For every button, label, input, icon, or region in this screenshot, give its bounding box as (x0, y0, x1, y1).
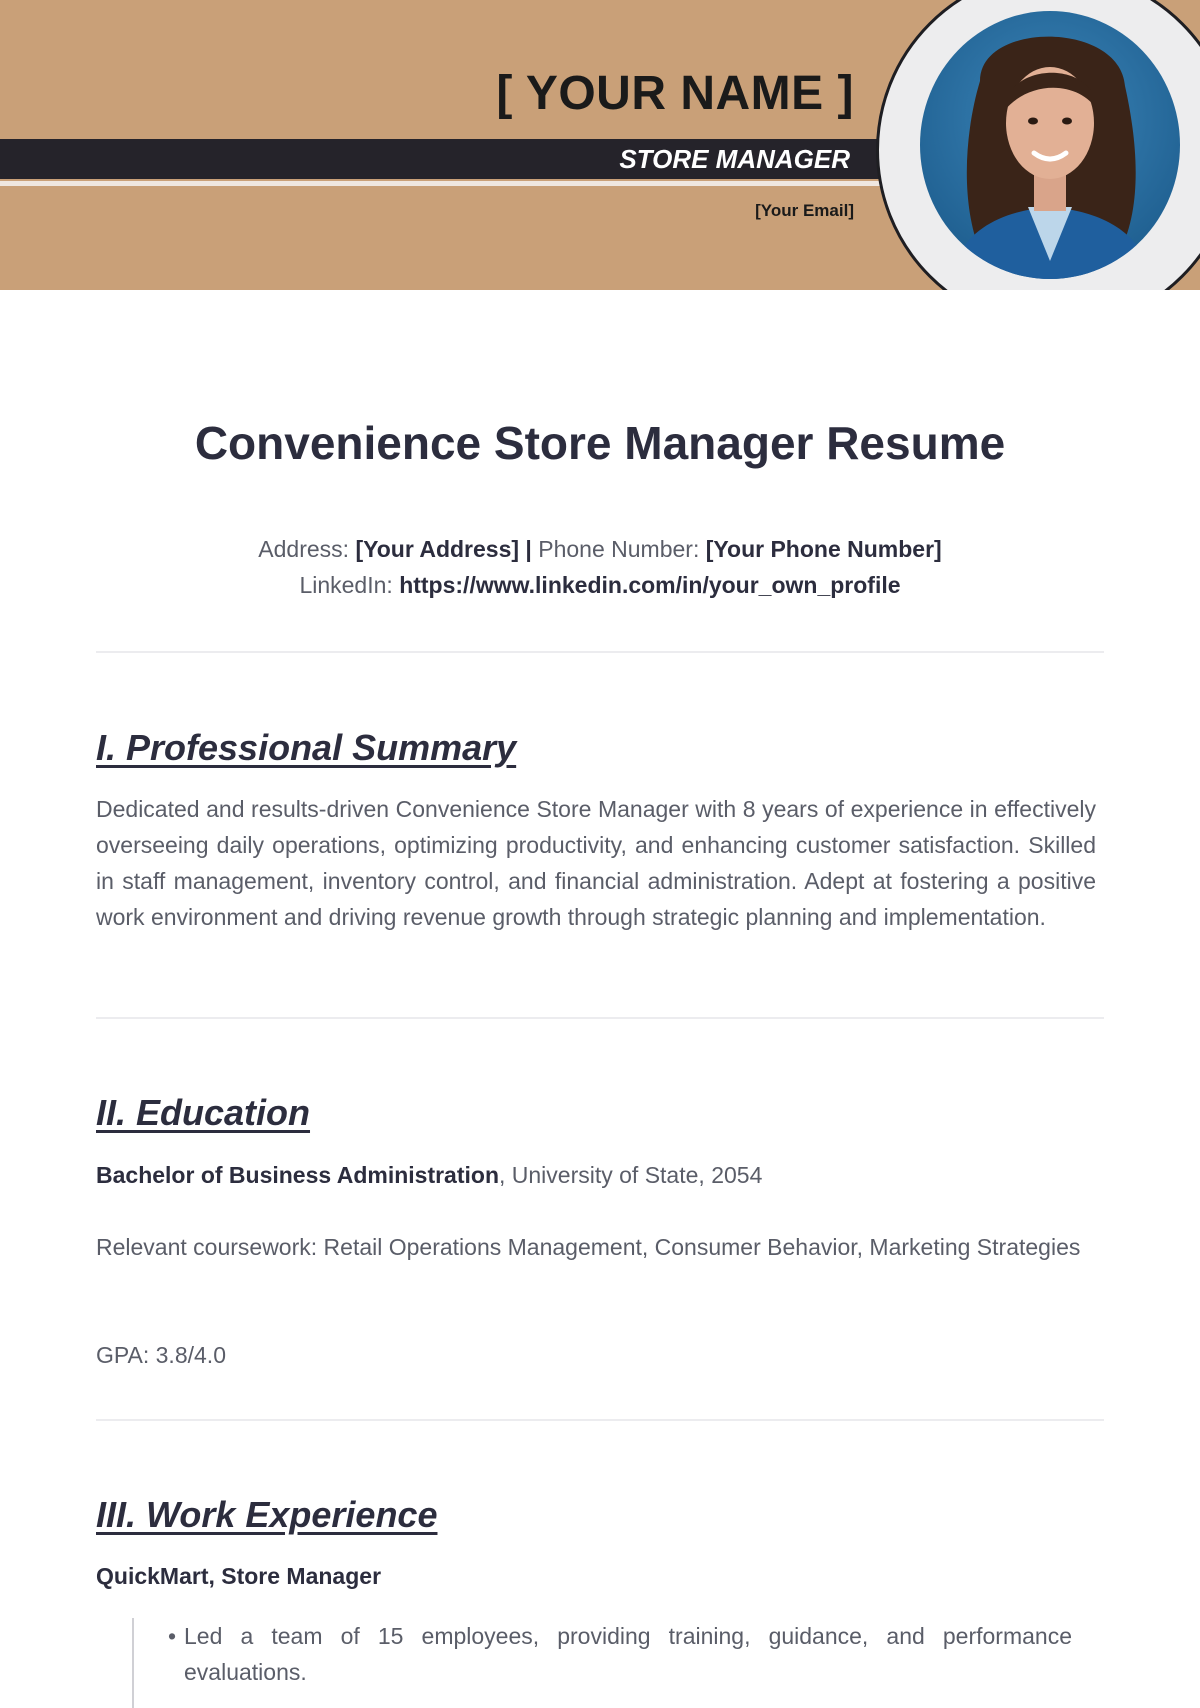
section-divider (96, 1419, 1104, 1421)
summary-heading: I. Professional Summary (96, 727, 517, 768)
header-accent-line (0, 181, 880, 186)
address-label: Address: (258, 536, 356, 562)
contact-line-2 (0, 567, 1200, 603)
education-coursework: Relevant coursework: Retail Operations Management, Consumer Behavior, Marketing Strategies (96, 1234, 1081, 1260)
address-value: [Your Address] (355, 536, 520, 562)
section-divider (96, 651, 1104, 653)
resume-header (0, 0, 1200, 290)
linkedin-label: LinkedIn: (299, 572, 400, 598)
candidate-name: [ YOUR NAME ] (496, 67, 854, 120)
education-heading: II. Education (96, 1092, 311, 1133)
experience-heading: III. Work Experience (96, 1494, 438, 1535)
education-gpa: GPA: 3.8/4.0 (96, 1342, 226, 1368)
candidate-email: [Your Email] (755, 201, 854, 220)
contact-line-1 (0, 531, 1200, 567)
phone-label: Phone Number: (538, 536, 706, 562)
education-degree-line (96, 1157, 1096, 1193)
job-title: QuickMart, Store Manager (96, 1563, 382, 1589)
experience-bullet-list (132, 1618, 1072, 1708)
linkedin-link[interactable]: https://www.linkedin.com/in/your_own_profile (399, 572, 901, 598)
candidate-role: STORE MANAGER (619, 144, 850, 174)
portrait-illustration (920, 11, 1180, 279)
profile-photo (920, 11, 1180, 279)
phone-value: [Your Phone Number] (705, 536, 942, 562)
summary-text: Dedicated and results-driven Convenience Store Manager with 8 years of experience in effectively overseeing daily operations, optimizing productivity, and enhancing customer satisfaction. Skilled in staff management, inventory control, and financial administration. Adept at fostering a positive work environment and driving revenue growth through strategic planning and implementation. (96, 796, 1096, 930)
list-item: • Led a team of 15 employees, providing training, guidance, and performance evaluations. (168, 1618, 1072, 1690)
section-divider (96, 1017, 1104, 1019)
degree-institution: , University of State, 2054 (499, 1162, 763, 1188)
contact-separator: | (519, 536, 539, 562)
degree-name: Bachelor of Business Administration (96, 1162, 499, 1188)
document-title: Convenience Store Manager Resume (194, 417, 1006, 469)
